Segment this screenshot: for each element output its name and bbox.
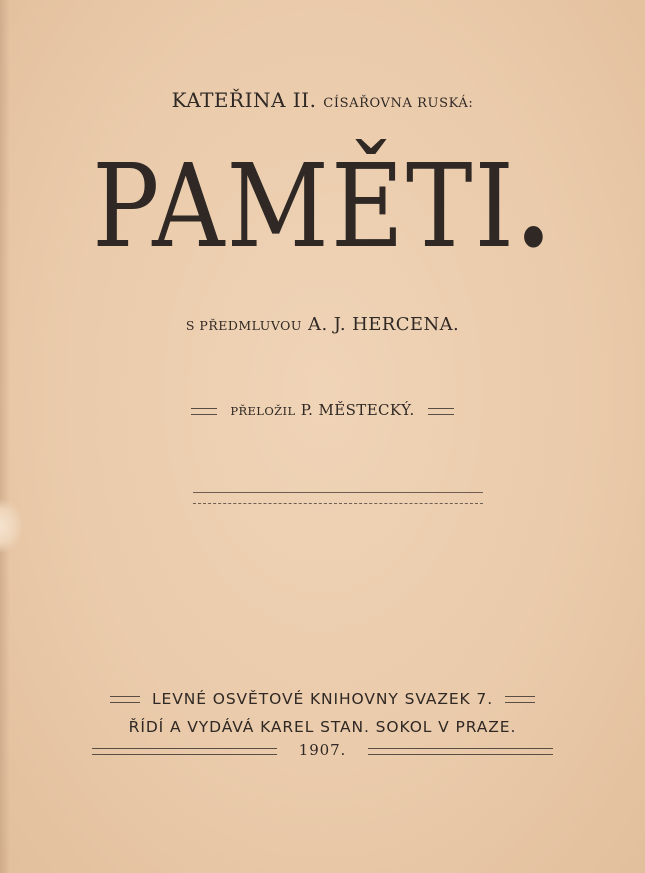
year-line: [0, 741, 645, 759]
year-rule-right: [368, 748, 553, 755]
book-title: [0, 137, 645, 274]
series-dash-left: [110, 696, 140, 703]
publisher-line: [0, 718, 645, 736]
translator-dash-left: [191, 408, 217, 415]
series-text: LEVNÉ OSVĚTOVÉ KNIHOVNY SVAZEK 7.: [151, 690, 494, 708]
author-line: [0, 88, 645, 112]
divider-rule-bottom: [193, 503, 483, 504]
paper-tear: [0, 500, 22, 552]
divider-rule-top: [193, 492, 483, 493]
translator-name: P. MĚSTECKÝ.: [300, 401, 415, 419]
preface-author: A. J. HERCENA.: [308, 314, 460, 335]
translator-line: [0, 401, 645, 419]
translator-dash-right: [428, 408, 454, 415]
translator-prefix: PŘELOŽIL: [230, 404, 296, 418]
year-text: 1907.: [298, 741, 347, 759]
publisher-text: ŘÍDÍ A VYDÁVÁ KAREL STAN. SOKOL V PRAZE.: [128, 718, 517, 736]
year-rule-left: [92, 748, 277, 755]
book-title-dot: .: [516, 137, 553, 274]
series-dash-right: [505, 696, 535, 703]
preface-line: [0, 314, 645, 335]
author-name: KATEŘINA II.: [171, 88, 317, 112]
preface-prefix: S PŘEDMLUVOU: [185, 318, 302, 333]
series-line: [0, 690, 645, 708]
book-title-text: PAMĚTI: [92, 138, 517, 274]
author-title: CÍSAŘOVNA RUSKÁ:: [323, 96, 474, 111]
